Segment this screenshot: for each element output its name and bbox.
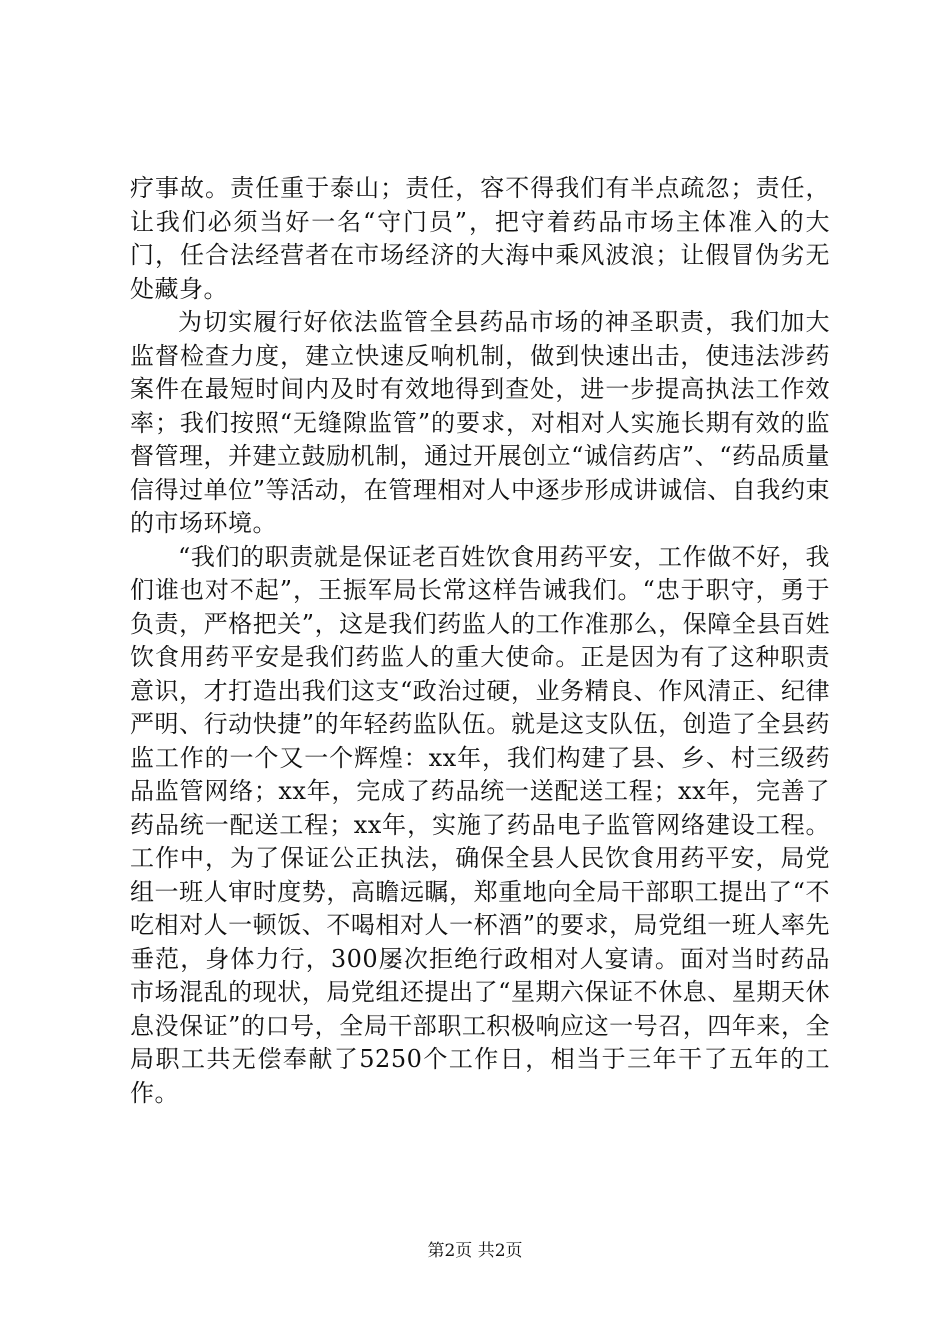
paragraph-2: 为切实履行好依法监管全县药品市场的神圣职责，我们加大监督检查力度，建立快速反响机制，做到快速出击，使违法涉药案件在最短时间内及时有效地得到查处，进一步提高执法工作效率；我们按照“无缝隙监管”的要求，对相对人实施长期有效的监督管理，并建立鼓励机制，通过开展创立“诚信药店”、“药品质量信得过单位”等活动，在管理相对人中逐步形成讲诚信、自我约束的市场环境。: [130, 308, 830, 537]
document-body: [130, 172, 830, 1110]
paragraph-1: 疗事故。责任重于泰山；责任，容不得我们有半点疏忽；责任，让我们必须当好一名“守门员”，把守着药品市场主体准入的大门，任合法经营者在市场经济的大海中乘风波浪；让假冒伪劣无处藏身。: [130, 174, 830, 303]
paragraph-3: “我们的职责就是保证老百姓饮食用药平安，工作做不好，我们谁也对不起”，王振军局长常这样告诫我们。“忠于职守，勇于负责，严格把关”，这是我们药监人的工作准那么，保障全县百姓饮食用药平安是我们药监人的重大使命。正是因为有了这种职责意识，才打造出我们这支“政治过硬，业务精良、作风清正、纪律严明、行动快捷”的年轻药监队伍。就是这支队伍，创造了全县药监工作的一个又一个辉煌：xx年，我们构建了县、乡、村三级药品监管网络；xx年，完成了药品统一送配送工程；xx年，完善了药品统一配送工程；xx年，实施了药品电子监管网络建设工程。工作中，为了保证公正执法，确保全县人民饮食用药平安，局党组一班人审时度势，高瞻远瞩，郑重地向全局干部职工提出了“不吃相对人一顿饭、不喝相对人一杯酒”的要求，局党组一班人率先垂范，身体力行，300屡次拒绝行政相对人宴请。面对当时药品市场混乱的现状，局党组还提出了“星期六保证不休息、星期天休息没保证”的口号，全局干部职工积极响应这一号召，四年来，全局职工共无偿奉献了5250个工作日，相当于三年干了五年的工作。: [130, 542, 830, 1107]
page-footer: 第2页 共2页: [427, 1241, 523, 1261]
